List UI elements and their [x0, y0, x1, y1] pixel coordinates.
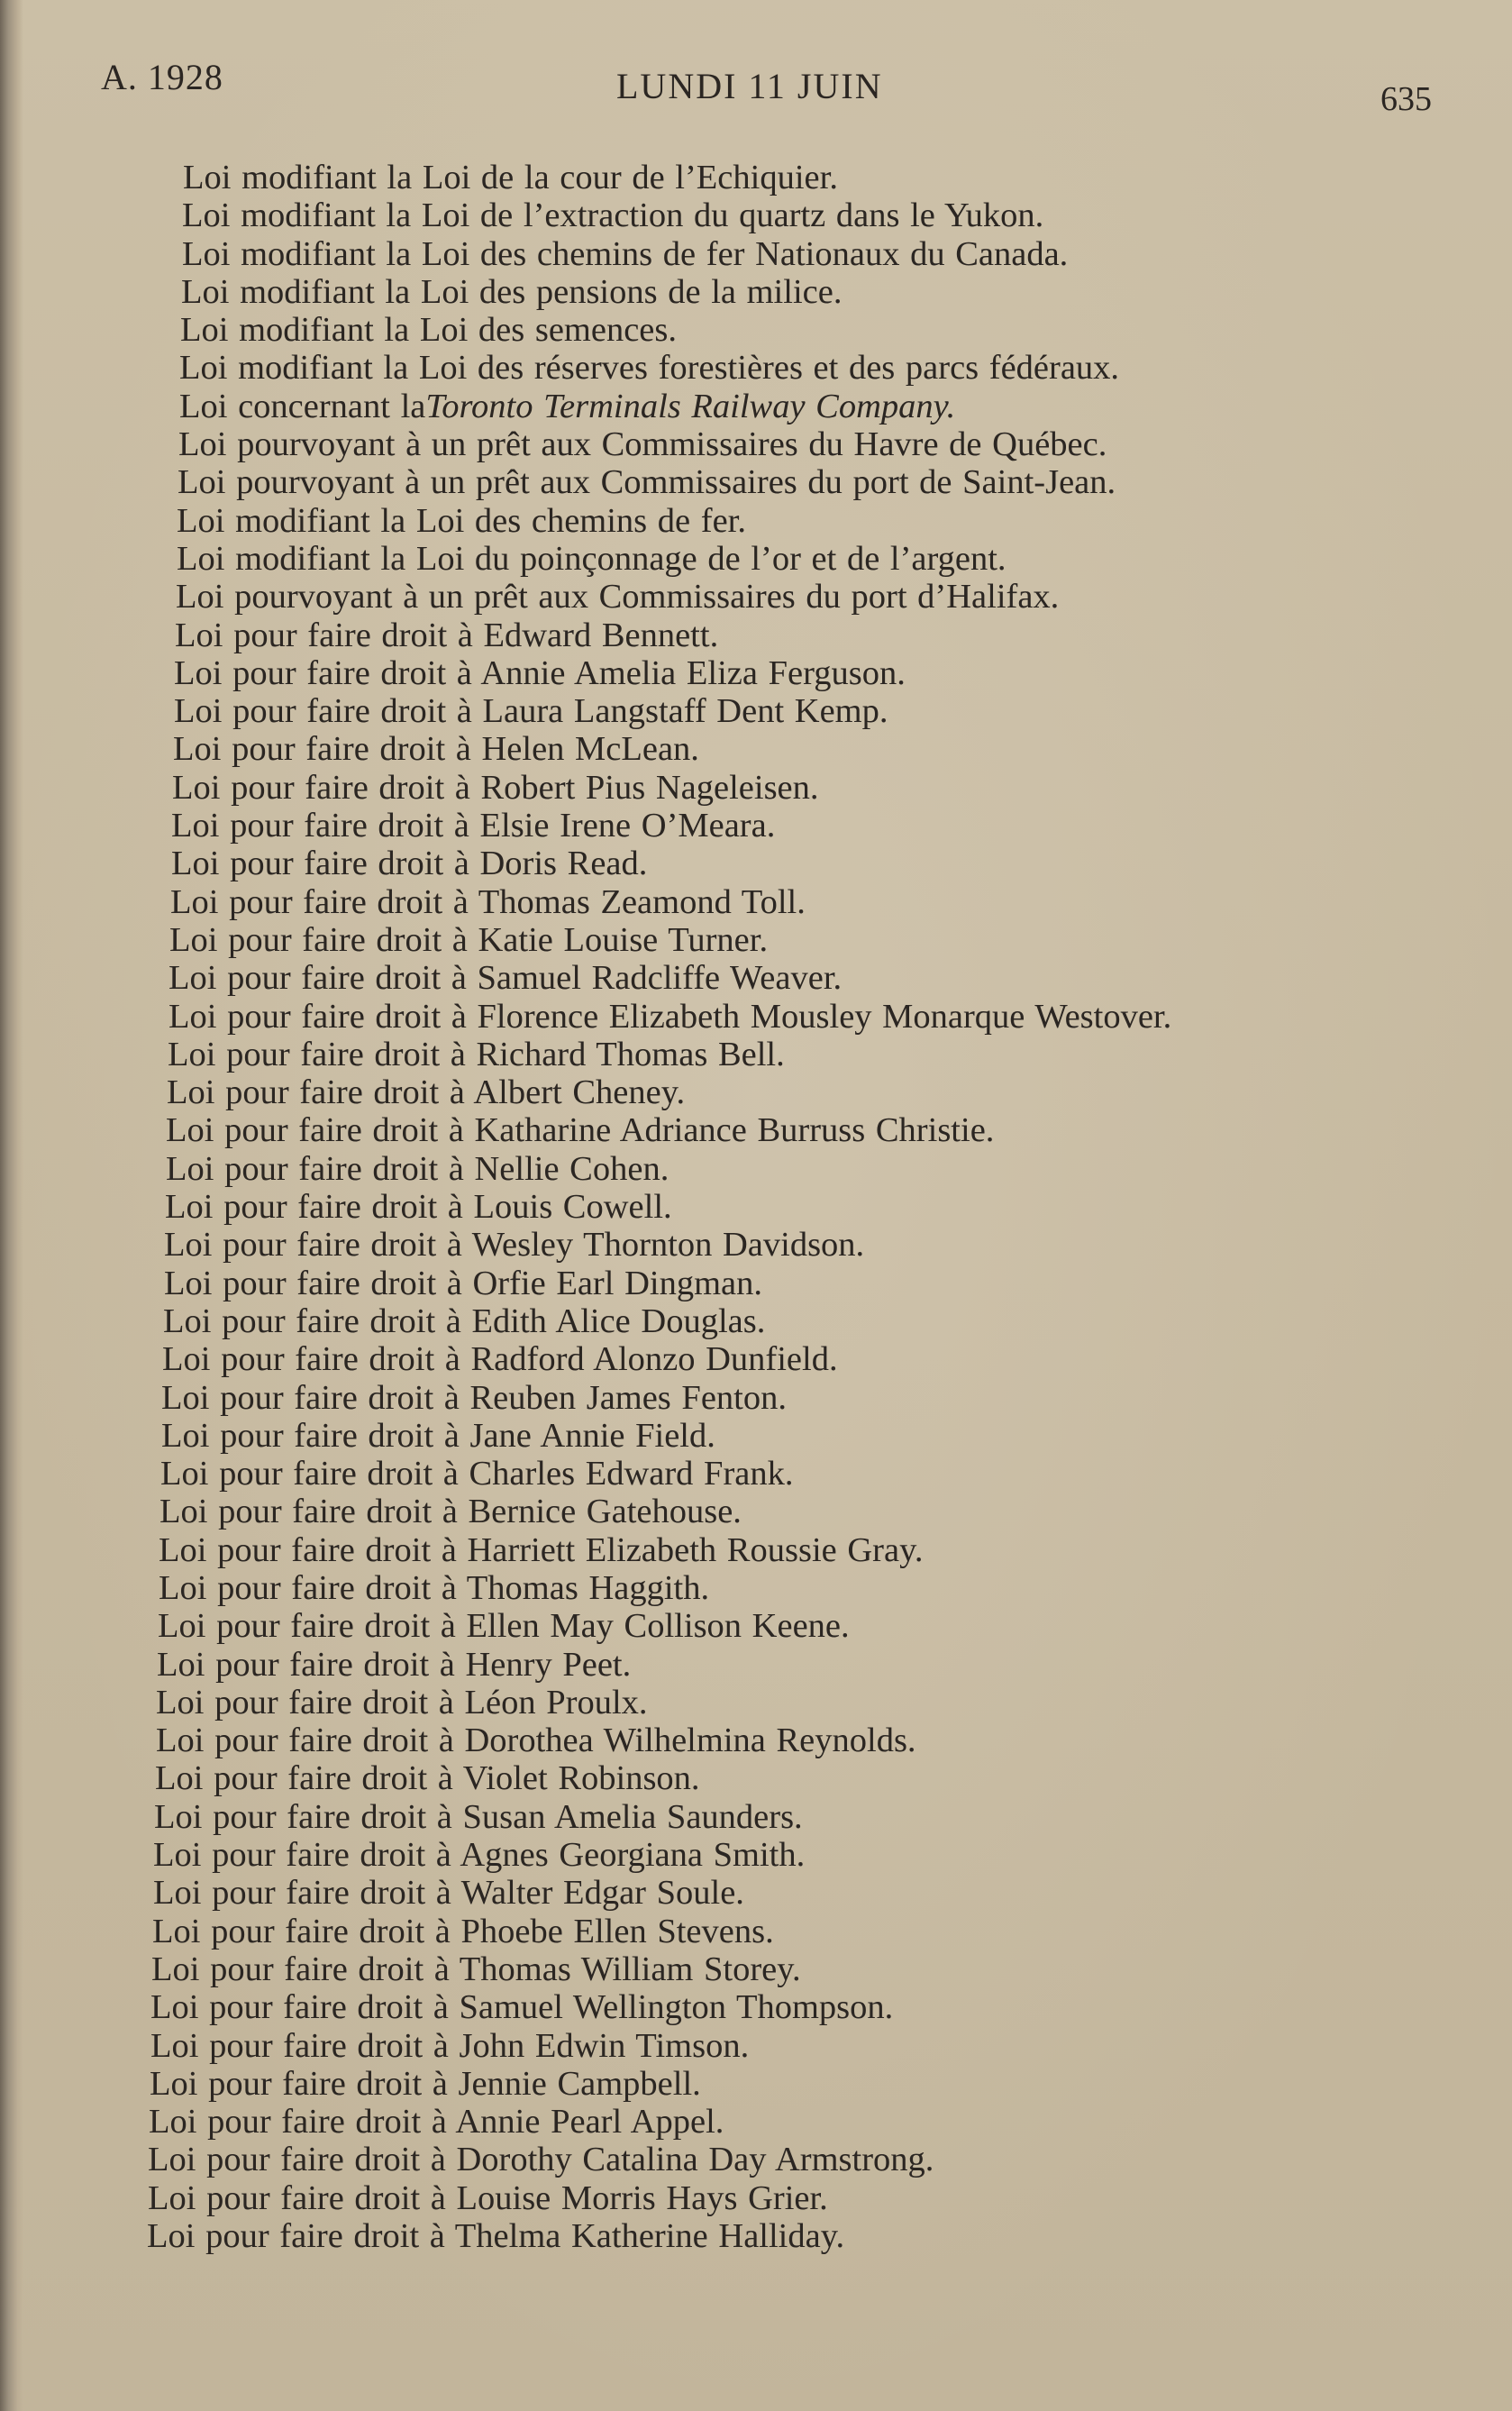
bill-entry-text: Loi pourvoyant à un prêt aux Commissaires du port d’Halifax. — [176, 578, 1060, 616]
bill-entry — [0, 502, 1512, 540]
header-date: LUNDI 11 JUIN — [616, 66, 883, 106]
bill-entry-text: Loi pour faire droit à Charles Edward Frank. — [160, 1455, 794, 1493]
bill-entry-text: Loi modifiant la Loi de la cour de l’Echiquier. — [183, 159, 838, 196]
bill-entry-text: Loi pour faire droit à Walter Edgar Soule. — [153, 1874, 744, 1913]
bill-entry-text: Loi pour faire droit à Thomas Zeamond Toll. — [170, 882, 806, 921]
bill-entry — [0, 1302, 1512, 1340]
bill-entry-text: Loi pour faire droit à Thomas William Storey. — [151, 1950, 801, 1988]
bill-entry-text: Loi pour faire droit à Bernice Gatehouse. — [159, 1493, 742, 1531]
bill-entry-text: Loi pour faire droit à Jennie Campbell. — [150, 2064, 701, 2103]
bill-entry-text: Loi pour faire droit à Dorothea Wilhelmina Reynolds. — [156, 1721, 916, 1760]
bill-entry — [0, 463, 1512, 501]
bill-entry — [0, 349, 1512, 387]
bill-entry-text: Loi pour faire droit à Thomas Haggith. — [159, 1568, 710, 1607]
bill-entry-text: Loi pour faire droit à Louise Morris Hays Grier. — [148, 2178, 828, 2217]
bill-entry — [0, 1607, 1512, 1645]
bill-entry-text: Loi pour faire droit à Robert Pius Nageleisen. — [172, 768, 819, 807]
bill-entry-text: Loi pour faire droit à John Edwin Timson. — [150, 2026, 750, 2065]
bill-entry-text: Loi pour faire droit à Ellen May Collison Keene. — [158, 1607, 850, 1646]
bill-entry — [0, 2179, 1512, 2217]
bill-entry — [0, 1988, 1512, 2026]
bill-entry — [0, 1036, 1512, 1073]
header-year: A. 1928 — [101, 57, 223, 97]
bill-entry — [0, 578, 1512, 616]
bill-entry — [0, 1379, 1512, 1417]
bill-entry — [0, 1340, 1512, 1378]
bill-entry-text: Loi pour faire droit à Samuel Wellington Thompson. — [150, 1988, 894, 2027]
bill-entry — [0, 1531, 1512, 1569]
bill-entry-text: Loi modifiant la Loi des semences. — [180, 311, 677, 350]
bill-entry — [0, 1836, 1512, 1874]
bill-entry — [0, 2027, 1512, 2065]
bill-entry-text: Loi pour faire droit à Nellie Cohen. — [166, 1149, 669, 1188]
bill-entry-text: Loi pour faire droit à Dorothy Catalina Day Armstrong. — [148, 2141, 934, 2179]
bill-entry — [0, 959, 1512, 997]
page-number: 635 — [1380, 80, 1432, 118]
bill-entry-text: Loi pour faire droit à Orfie Earl Dingman. — [164, 1264, 762, 1302]
bill-entry — [0, 196, 1512, 234]
bill-entry — [0, 654, 1512, 692]
bill-entry — [0, 2065, 1512, 2103]
bill-entry — [0, 540, 1512, 578]
bill-entry-text: Loi modifiant la Loi de l’extraction du quartz dans le Yukon. — [182, 196, 1044, 235]
bill-entry — [0, 1913, 1512, 1950]
bill-entry-text: Loi pour faire droit à Richard Thomas Bell. — [168, 1035, 785, 1073]
bill-entry-text: Loi pourvoyant à un prêt aux Commissaires du port de Saint-Jean. — [178, 463, 1116, 502]
bill-entry-text: Loi pour faire droit à Radford Alonzo Dunfield. — [162, 1340, 838, 1379]
bill-entry-text: Loi pour faire droit à Doris Read. — [171, 845, 648, 883]
bill-entry — [0, 273, 1512, 311]
bill-entry-text: Loi modifiant la Loi des chemins de fer Nationaux du Canada. — [182, 234, 1069, 273]
bill-entry-text: Loi modifiant la Loi des réserves forestières et des parcs fédéraux. — [179, 349, 1120, 388]
bill-entry — [0, 1721, 1512, 1759]
bill-entry-text: Loi pour faire droit à Louis Cowell. — [165, 1188, 672, 1227]
bill-entry — [0, 388, 1512, 425]
bill-entry-text: Loi pour faire droit à Katharine Adriance Burruss Christie. — [166, 1111, 995, 1150]
bill-entry — [0, 2217, 1512, 2255]
bill-entry — [0, 616, 1512, 654]
bill-entry — [0, 1798, 1512, 1836]
bill-entry-italic-text: Toronto Terminals Railway Company. — [425, 387, 956, 425]
page-header — [0, 56, 1512, 118]
bill-entry — [0, 1493, 1512, 1530]
bill-entry-text: Loi pour faire droit à Thelma Katherine Halliday. — [147, 2217, 845, 2256]
bill-entry — [0, 159, 1512, 196]
bill-entry-text: Loi pour faire droit à Florence Elizabeth Mousley Monarque Westover. — [169, 997, 1172, 1036]
bill-entry — [0, 1759, 1512, 1797]
bill-entry-text: Loi pour faire droit à Edward Bennett. — [175, 616, 719, 654]
bill-entry — [0, 1950, 1512, 1988]
bill-entry — [0, 769, 1512, 807]
bill-entry-text: Loi pour faire droit à Wesley Thornton Davidson. — [164, 1226, 865, 1265]
bill-entry-text: Loi pour faire droit à Violet Robinson. — [155, 1759, 700, 1798]
bill-entry — [0, 1150, 1512, 1188]
bill-entry-text: Loi pourvoyant à un prêt aux Commissaires du Havre de Québec. — [178, 425, 1107, 464]
bill-entry — [0, 998, 1512, 1036]
bill-entry-text: Loi pour faire droit à Phoebe Ellen Stevens. — [152, 1912, 774, 1950]
bill-entry-text: Loi modifiant la Loi des pensions de la milice. — [181, 272, 843, 311]
bill-entry-text: Loi pour faire droit à Albert Cheney. — [167, 1073, 686, 1112]
bill-entry — [0, 1455, 1512, 1493]
bill-entry — [0, 1646, 1512, 1684]
bill-entry — [0, 311, 1512, 349]
bill-entry-text: Loi pour faire droit à Annie Amelia Eliza Ferguson. — [174, 653, 906, 692]
bill-entry-text: Loi concernant la — [179, 387, 426, 425]
bill-entry — [0, 235, 1512, 273]
bill-entry — [0, 1111, 1512, 1149]
bill-entry — [0, 1417, 1512, 1455]
bill-entry-text: Loi pour faire droit à Elsie Irene O’Meara. — [171, 807, 776, 845]
bill-entry-text: Loi pour faire droit à Harriett Elizabeth Roussie Gray. — [159, 1530, 924, 1569]
bill-entry-text: Loi pour faire droit à Annie Pearl Appel. — [149, 2103, 724, 2142]
bill-entry — [0, 1188, 1512, 1226]
bill-entry — [0, 883, 1512, 921]
bill-entry — [0, 845, 1512, 882]
bill-entry — [0, 1226, 1512, 1264]
bill-entry — [0, 2103, 1512, 2141]
bill-entry — [0, 1874, 1512, 1912]
bill-entry — [0, 921, 1512, 959]
bill-entry — [0, 1265, 1512, 1302]
bill-entry-text: Loi pour faire droit à Katie Louise Turner. — [169, 920, 769, 959]
bill-entry-text: Loi pour faire droit à Helen McLean. — [173, 730, 699, 769]
bill-entry — [0, 1073, 1512, 1111]
bill-entry — [0, 1684, 1512, 1721]
bill-entry-text: Loi pour faire droit à Samuel Radcliffe Weaver. — [169, 959, 843, 998]
bill-entry-text: Loi pour faire droit à Edith Alice Douglas. — [163, 1301, 766, 1340]
bill-entry-text: Loi pour faire droit à Reuben James Fenton. — [161, 1378, 787, 1417]
bill-entry — [0, 2141, 1512, 2178]
bill-entry-text: Loi modifiant la Loi des chemins de fer. — [177, 501, 746, 540]
bill-entry — [0, 807, 1512, 845]
bill-entry-text: Loi pour faire droit à Agnes Georgiana Smith. — [153, 1836, 806, 1875]
bill-entry-text: Loi pour faire droit à Léon Proulx. — [156, 1683, 648, 1721]
bill-entry — [0, 692, 1512, 730]
bill-entry — [0, 425, 1512, 463]
bill-entry — [0, 1569, 1512, 1607]
bill-entry-text: Loi pour faire droit à Susan Amelia Saunders. — [154, 1797, 803, 1836]
bill-list — [0, 159, 1512, 2255]
bill-entry-text: Loi pour faire droit à Jane Annie Field. — [161, 1416, 715, 1455]
bill-entry-text: Loi modifiant la Loi du poinçonnage de l’or et de l’argent. — [177, 539, 1006, 578]
bill-entry — [0, 730, 1512, 768]
bill-entry-text: Loi pour faire droit à Henry Peet. — [157, 1645, 632, 1684]
bill-entry-text: Loi pour faire droit à Laura Langstaff Dent Kemp. — [174, 692, 888, 731]
